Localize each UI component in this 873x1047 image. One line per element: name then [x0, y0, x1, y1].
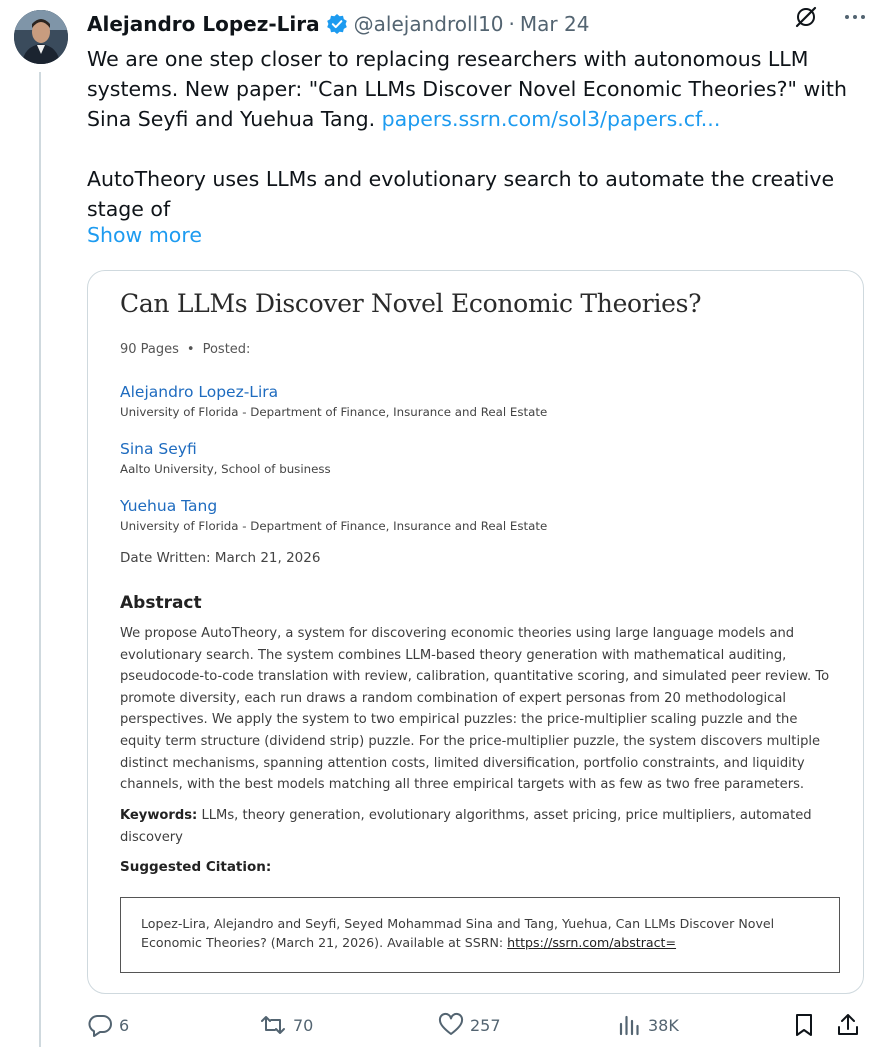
citation-link[interactable]: https://ssrn.com/abstract=: [507, 935, 677, 950]
view-count: 38K: [648, 1015, 679, 1035]
reply-button[interactable]: [87, 1012, 129, 1038]
reply-icon: [87, 1012, 113, 1038]
author-link[interactable]: Yuehua Tang: [120, 497, 218, 515]
meta-bullet: •: [186, 342, 195, 357]
tweet-header: [87, 9, 863, 39]
author-link[interactable]: Sina Seyfi: [120, 440, 197, 458]
paper-preview: [120, 271, 843, 993]
abstract-heading: Abstract: [120, 593, 202, 613]
paper-meta: [120, 342, 250, 357]
author-link[interactable]: Alejandro Lopez-Lira: [120, 383, 279, 401]
retweet-button[interactable]: [259, 1012, 313, 1038]
tweet-text-part2: AutoTheory uses LLMs and evolutionary search to automate the creative stage of: [87, 167, 835, 221]
share-icon: [835, 1012, 861, 1038]
author-entry: [120, 497, 547, 533]
bookmark-icon: [791, 1012, 817, 1038]
paper-card[interactable]: [87, 270, 864, 994]
author-affiliation: University of Florida - Department of Finance, Insurance and Real Estate: [120, 519, 548, 533]
bookmark-button[interactable]: [791, 1012, 817, 1038]
tweet-date[interactable]: Mar 24: [519, 12, 590, 36]
views-chart-icon: [616, 1012, 642, 1038]
retweet-count: 70: [293, 1015, 314, 1035]
share-button[interactable]: [835, 1012, 861, 1038]
header-actions: [793, 4, 867, 30]
keywords-label: Keywords:: [120, 808, 198, 823]
citation-box: [120, 897, 840, 973]
tweet-text: [87, 44, 867, 224]
like-count: 257: [470, 1015, 501, 1035]
reply-count: 6: [119, 1015, 130, 1035]
keywords: [120, 805, 820, 848]
views-button[interactable]: [616, 1012, 679, 1038]
show-more-link[interactable]: Show more: [87, 223, 202, 247]
grok-icon[interactable]: [793, 4, 819, 30]
heart-icon: [438, 1012, 464, 1038]
avatar[interactable]: [14, 10, 68, 64]
keywords-text: LLMs, theory generation, evolutionary algorithms, asset pricing, price multipliers, automated discovery: [120, 808, 812, 845]
author-entry: [120, 440, 331, 476]
citation-text: Lopez-Lira, Alejandro and Seyfi, Seyed Mohammad Sina and Tang, Yuehua, Can LLMs Discover Novel Economic Theories? (March 21, 2026). Available at SSRN:: [141, 916, 775, 950]
thread-line: [39, 72, 41, 1047]
more-options-icon[interactable]: [843, 5, 867, 29]
posted-label: Posted:: [202, 342, 251, 357]
paper-title: Can LLMs Discover Novel Economic Theories?: [120, 289, 702, 318]
paper-link[interactable]: papers.ssrn.com/sol3/papers.cf...: [381, 107, 721, 131]
verified-badge-icon: [326, 13, 348, 35]
author-entry: [120, 383, 547, 419]
tweet-text-part1: We are one step closer to replacing researchers with autonomous LLM systems. New paper: "Can LLMs Discover Novel Economic Theories?" with Sina Seyfi and Yuehua Tang.: [87, 47, 847, 131]
date-written: Date Written: March 21, 2026: [120, 550, 321, 566]
avatar-image: [14, 10, 68, 64]
action-bar: [87, 1012, 867, 1044]
citation-heading: Suggested Citation:: [120, 859, 272, 875]
abstract-text: We propose AutoTheory, a system for discovering economic theories using large language models and evolutionary search. The system combines LLM-based theory generation with mathematical auditing, pseudocode-to-code translation with review, calibration, quantitative scoring, and simulated peer review. To promote diversity, each run draws a random combination of expert personas from 20 methodological perspectives. We apply the system to two empirical puzzles: the price-multiplier scaling puzzle and the equity term structure (dividend strip) puzzle. For the price-multiplier puzzle, the system discovers multiple distinct mechanisms, spanning attention costs, limited diversification, portfolio constraints, and liquidity channels, with the best models matching all three empirical targets with as few as two free parameters.: [120, 626, 830, 793]
author-handle[interactable]: @alejandroll10: [353, 12, 504, 36]
separator-dot: ·: [508, 12, 515, 36]
author-affiliation: Aalto University, School of business: [120, 462, 331, 476]
like-button[interactable]: [438, 1012, 501, 1038]
author-affiliation: University of Florida - Department of Finance, Insurance and Real Estate: [120, 405, 548, 419]
retweet-icon: [259, 1012, 287, 1038]
page-count: 90 Pages: [120, 342, 179, 357]
author-name[interactable]: Alejandro Lopez-Lira: [87, 12, 320, 36]
